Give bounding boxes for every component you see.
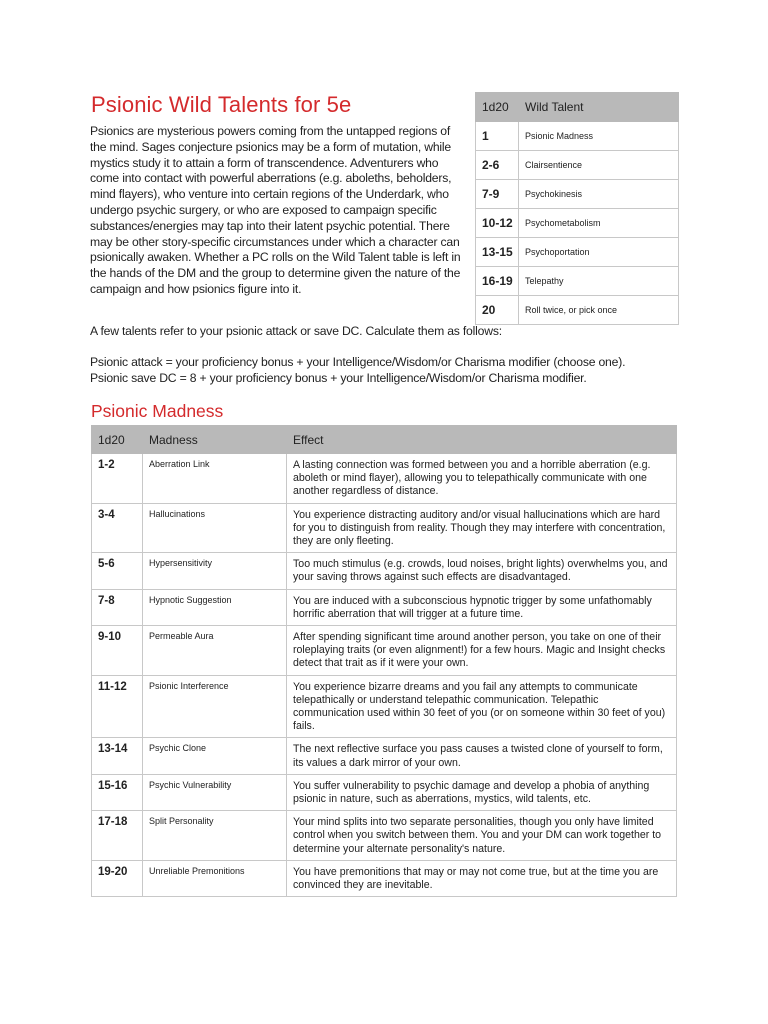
effect-cell: The next reflective surface you pass causes a twisted clone of yourself to form, its values a dark mirror of your own. xyxy=(287,738,677,774)
roll-cell: 2-6 xyxy=(476,151,519,180)
table-row xyxy=(476,151,679,180)
table-row xyxy=(92,626,677,676)
wild-talent-table xyxy=(475,92,679,325)
effect-cell: You are induced with a subconscious hypnotic trigger by some unfathomably horrific aberration that will trigger at a future time. xyxy=(287,589,677,625)
effect-cell: You suffer vulnerability to psychic damage and develop a phobia of anything psionic in nature, such as aberrations, mystics, wild talents, etc. xyxy=(287,774,677,810)
effect-cell: You have premonitions that may or may not come true, but at the time you are convinced they are inevitable. xyxy=(287,860,677,896)
column-header-madness: Madness xyxy=(143,426,287,454)
roll-cell: 5-6 xyxy=(92,553,143,589)
effect-cell: Too much stimulus (e.g. crowds, loud noises, bright lights) overwhelms you, and your saving throws against such effects are disadvantaged. xyxy=(287,553,677,589)
roll-cell: 3-4 xyxy=(92,503,143,553)
effect-cell: A lasting connection was formed between you and a horrible aberration (e.g. aboleth or mind flayer), allowing you to telepathically communicate with one another regardless of distance. xyxy=(287,454,677,504)
psionic-madness-table xyxy=(91,425,677,897)
roll-cell: 9-10 xyxy=(92,626,143,676)
roll-cell: 10-12 xyxy=(476,209,519,238)
table-row xyxy=(92,553,677,589)
madness-cell: Aberration Link xyxy=(143,454,287,504)
table-header-row xyxy=(476,93,679,122)
roll-cell: 1 xyxy=(476,122,519,151)
roll-cell: 11-12 xyxy=(92,675,143,738)
madness-cell: Hallucinations xyxy=(143,503,287,553)
talent-cell: Psionic Madness xyxy=(519,122,679,151)
table-row xyxy=(476,122,679,151)
roll-cell: 19-20 xyxy=(92,860,143,896)
roll-cell: 13-15 xyxy=(476,238,519,267)
table-row xyxy=(92,675,677,738)
intro-paragraph: Psionics are mysterious powers coming from the untapped regions of the mind. Sages conjecture psionics may be a form of mutation, while mystics study it to attain a form of transcendence. Adventurers who come into contact with powerful aberrations (e.g. aboleths, beholders, mind flayers), who venture into certain regions of the Underdark, who undergo psychic surgery, or who are exposed to campaign specific substances/energies may tap into their latent psychic potential. There may be other story-specific circumstances under which a character can psionically awaken. Whether a PC rolls on the Wild Talent table is left in the hands of the DM and the group to determine given the nature of the campaign and how psionics figure into it. xyxy=(90,124,461,296)
effect-cell: You experience bizarre dreams and you fail any attempts to communicate telepathically or understand telepathic communication. Telepathic communication used within 30 feet of you (or on someone within 30 feet of you) fails. xyxy=(287,675,677,738)
effect-cell: Your mind splits into two separate personalities, though you only have limited control when you switch between them. You and your DM can work together to determine your alternate personality's nature. xyxy=(287,811,677,861)
table-row xyxy=(476,180,679,209)
roll-cell: 17-18 xyxy=(92,811,143,861)
table-row xyxy=(92,811,677,861)
roll-cell: 15-16 xyxy=(92,774,143,810)
roll-cell: 13-14 xyxy=(92,738,143,774)
table-row xyxy=(92,454,677,504)
talent-cell: Clairsentience xyxy=(519,151,679,180)
table-row xyxy=(476,296,679,325)
calculation-intro: A few talents refer to your psionic attack or save DC. Calculate them as follows: xyxy=(90,324,502,338)
talent-cell: Psychokinesis xyxy=(519,180,679,209)
column-header-wild-talent: Wild Talent xyxy=(519,93,679,122)
madness-cell: Psionic Interference xyxy=(143,675,287,738)
table-row xyxy=(92,774,677,810)
madness-cell: Psychic Clone xyxy=(143,738,287,774)
table-row xyxy=(92,589,677,625)
effect-cell: You experience distracting auditory and/or visual hallucinations which are hard for you to distinguish from reality. Though they may interfere with concentration, they are only fleeting. xyxy=(287,503,677,553)
talent-cell: Psychometabolism xyxy=(519,209,679,238)
table-row xyxy=(476,238,679,267)
madness-cell: Psychic Vulnerability xyxy=(143,774,287,810)
column-header-effect: Effect xyxy=(287,426,677,454)
talent-cell: Roll twice, or pick once xyxy=(519,296,679,325)
table-row xyxy=(476,209,679,238)
roll-cell: 7-8 xyxy=(92,589,143,625)
roll-cell: 7-9 xyxy=(476,180,519,209)
talent-cell: Telepathy xyxy=(519,267,679,296)
madness-cell: Permeable Aura xyxy=(143,626,287,676)
roll-cell: 1-2 xyxy=(92,454,143,504)
roll-cell: 16-19 xyxy=(476,267,519,296)
column-header-roll: 1d20 xyxy=(92,426,143,454)
psionic-save-formula: Psionic save DC = 8 + your proficiency bonus + your Intelligence/Wisdom/or Charisma modifier. xyxy=(90,370,587,385)
table-header-row xyxy=(92,426,677,454)
talent-cell: Psychoportation xyxy=(519,238,679,267)
madness-cell: Split Personality xyxy=(143,811,287,861)
table-row xyxy=(92,738,677,774)
page-title: Psionic Wild Talents for 5e xyxy=(91,92,352,117)
madness-cell: Unreliable Premonitions xyxy=(143,860,287,896)
table-row xyxy=(92,503,677,553)
formulas-block xyxy=(90,355,710,387)
column-header-roll: 1d20 xyxy=(476,93,519,122)
roll-cell: 20 xyxy=(476,296,519,325)
table-row xyxy=(476,267,679,296)
psionic-attack-formula: Psionic attack = your proficiency bonus + your Intelligence/Wisdom/or Charisma modifier (choose one). xyxy=(90,355,626,369)
madness-heading: Psionic Madness xyxy=(91,401,224,421)
madness-cell: Hypersensitivity xyxy=(143,553,287,589)
table-row xyxy=(92,860,677,896)
effect-cell: After spending significant time around another person, you take on one of their roleplaying traits (or even alignment!) for a few hours. Magic and Insight checks detect that trait as if it were your own. xyxy=(287,626,677,676)
madness-cell: Hypnotic Suggestion xyxy=(143,589,287,625)
